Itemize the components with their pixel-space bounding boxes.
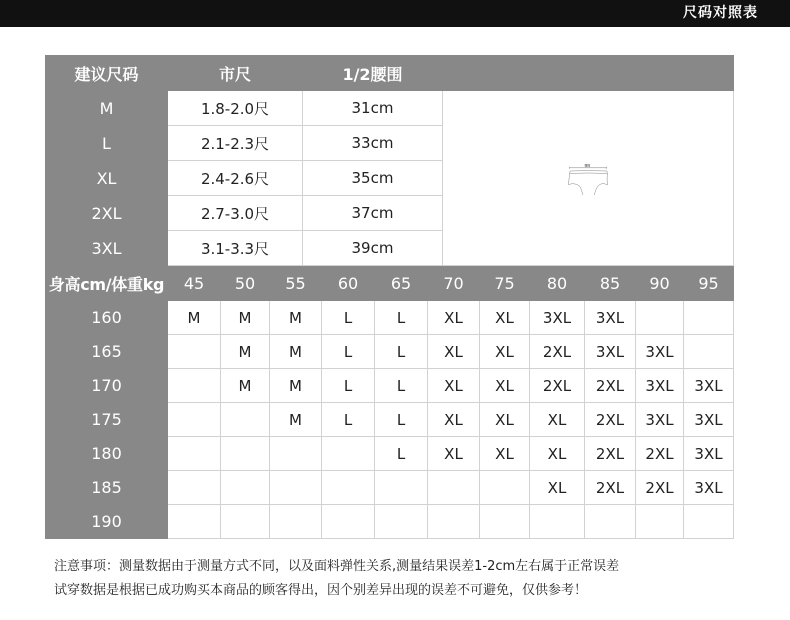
waist-figure-label: 腰围 [584,163,591,168]
height-label: 165 [46,335,168,369]
size-cell [221,403,270,437]
size-cell: XL [428,437,480,471]
size-cell: M [270,403,322,437]
weight-header-cell: 75 [480,267,530,301]
weight-header-cell: 55 [270,267,322,301]
size-cell: 2XL [530,369,585,403]
size-label: 2XL [46,196,168,231]
half-waist-value: 39cm [303,231,443,266]
briefs-waist-illustration [443,161,733,195]
size-cell [221,505,270,539]
col-header-size: 建议尺码 [46,56,168,91]
size-cell [221,471,270,505]
size-cell [168,369,221,403]
size-table-header [46,56,734,91]
size-cell: L [322,301,375,335]
height-row [46,505,734,539]
size-cell [684,301,734,335]
height-label: 160 [46,301,168,335]
size-cell [221,437,270,471]
size-cell [168,403,221,437]
weight-header-cell: 45 [168,267,221,301]
size-cell [428,471,480,505]
weight-header-cell: 90 [636,267,684,301]
height-label: 190 [46,505,168,539]
size-label: XL [46,161,168,196]
size-cell [270,471,322,505]
size-cell [684,505,734,539]
size-cell: 3XL [636,369,684,403]
col-header-shi-chi: 市尺 [168,56,303,91]
shi-chi-value: 2.1-2.3尺 [168,126,303,161]
height-weight-grid [45,266,734,539]
size-cell [168,505,221,539]
half-waist-value: 33cm [303,126,443,161]
size-cell: XL [480,301,530,335]
size-cell [428,505,480,539]
size-cell: XL [428,369,480,403]
half-waist-value: 37cm [303,196,443,231]
shi-chi-value: 1.8-2.0尺 [168,91,303,126]
height-label: 170 [46,369,168,403]
size-cell: 2XL [585,403,636,437]
waist-illustration-cell [443,91,734,266]
size-cell: XL [428,301,480,335]
height-row [46,437,734,471]
height-row [46,301,734,335]
weight-header-cell: 60 [322,267,375,301]
size-cell [375,471,428,505]
size-chart [45,55,733,539]
size-cell: M [221,301,270,335]
size-cell [322,471,375,505]
size-cell [168,335,221,369]
size-cell [375,505,428,539]
size-cell [636,301,684,335]
col-header-half-waist: 1/2腰围 [303,56,443,91]
size-cell: L [375,335,428,369]
size-cell: M [270,335,322,369]
weight-header-cell: 80 [530,267,585,301]
size-cell [322,505,375,539]
weight-header-row [46,267,734,301]
size-cell [684,335,734,369]
size-cell: L [322,335,375,369]
height-label: 185 [46,471,168,505]
weight-header-cell: 95 [684,267,734,301]
grid-corner-label: 身高cm/体重kg [46,267,168,301]
note-line: 注意事项：测量数据由于测量方式不同，以及面料弹性关系,测量结果误差1-2cm左右属于正常误差 [54,559,620,574]
shi-chi-value: 2.7-3.0尺 [168,196,303,231]
size-cell: 3XL [530,301,585,335]
size-cell: L [375,403,428,437]
note-line: 试穿数据是根据已成功购买本商品的顾客得出，因个别差异出现的误差不可避免，仅供参考！ [54,583,588,598]
size-cell: XL [480,369,530,403]
size-cell: L [375,437,428,471]
size-cell: 3XL [684,369,734,403]
size-cell [270,437,322,471]
size-cell: 2XL [585,471,636,505]
size-cell: 3XL [684,403,734,437]
size-cell: 3XL [585,301,636,335]
size-cell: L [375,369,428,403]
size-cell: M [270,369,322,403]
weight-header-cell: 50 [221,267,270,301]
size-cell: 3XL [684,471,734,505]
size-cell: 2XL [636,471,684,505]
top-banner [0,0,790,27]
size-cell: 2XL [585,437,636,471]
half-waist-value: 31cm [303,91,443,126]
height-row [46,403,734,437]
size-cell: 2XL [530,335,585,369]
size-cell [480,505,530,539]
size-cell: XL [530,403,585,437]
size-cell: M [270,301,322,335]
size-cell: 3XL [684,437,734,471]
half-waist-value: 35cm [303,161,443,196]
shi-chi-value: 3.1-3.3尺 [168,231,303,266]
header-blank [443,56,734,91]
notes [54,555,619,603]
size-cell: XL [480,437,530,471]
size-cell [168,471,221,505]
height-label: 175 [46,403,168,437]
size-cell: M [221,369,270,403]
size-cell: L [375,301,428,335]
size-cell [270,505,322,539]
size-cell: 3XL [636,403,684,437]
size-cell: XL [530,437,585,471]
size-cell [168,437,221,471]
size-cell: XL [480,335,530,369]
weight-header-cell: 65 [375,267,428,301]
size-cell: 2XL [585,369,636,403]
size-cell: M [221,335,270,369]
size-cell [636,505,684,539]
page-title: 尺码对照表 [683,5,758,21]
size-cell [585,505,636,539]
weight-header-cell: 85 [585,267,636,301]
size-cell [480,471,530,505]
size-reference-table [45,55,734,266]
briefs-outline-icon [569,171,608,195]
size-cell: 3XL [585,335,636,369]
size-label: M [46,91,168,126]
height-label: 180 [46,437,168,471]
size-cell [322,437,375,471]
height-row [46,335,734,369]
size-label: 3XL [46,231,168,266]
height-row [46,471,734,505]
size-cell: 2XL [636,437,684,471]
shi-chi-value: 2.4-2.6尺 [168,161,303,196]
size-label: L [46,126,168,161]
size-cell [530,505,585,539]
size-cell: XL [530,471,585,505]
size-cell: XL [428,403,480,437]
height-row [46,369,734,403]
size-cell: XL [428,335,480,369]
size-cell: L [322,369,375,403]
size-cell: 3XL [636,335,684,369]
size-cell: L [322,403,375,437]
size-row [46,91,734,126]
size-cell: M [168,301,221,335]
weight-header-cell: 70 [428,267,480,301]
size-cell: XL [480,403,530,437]
